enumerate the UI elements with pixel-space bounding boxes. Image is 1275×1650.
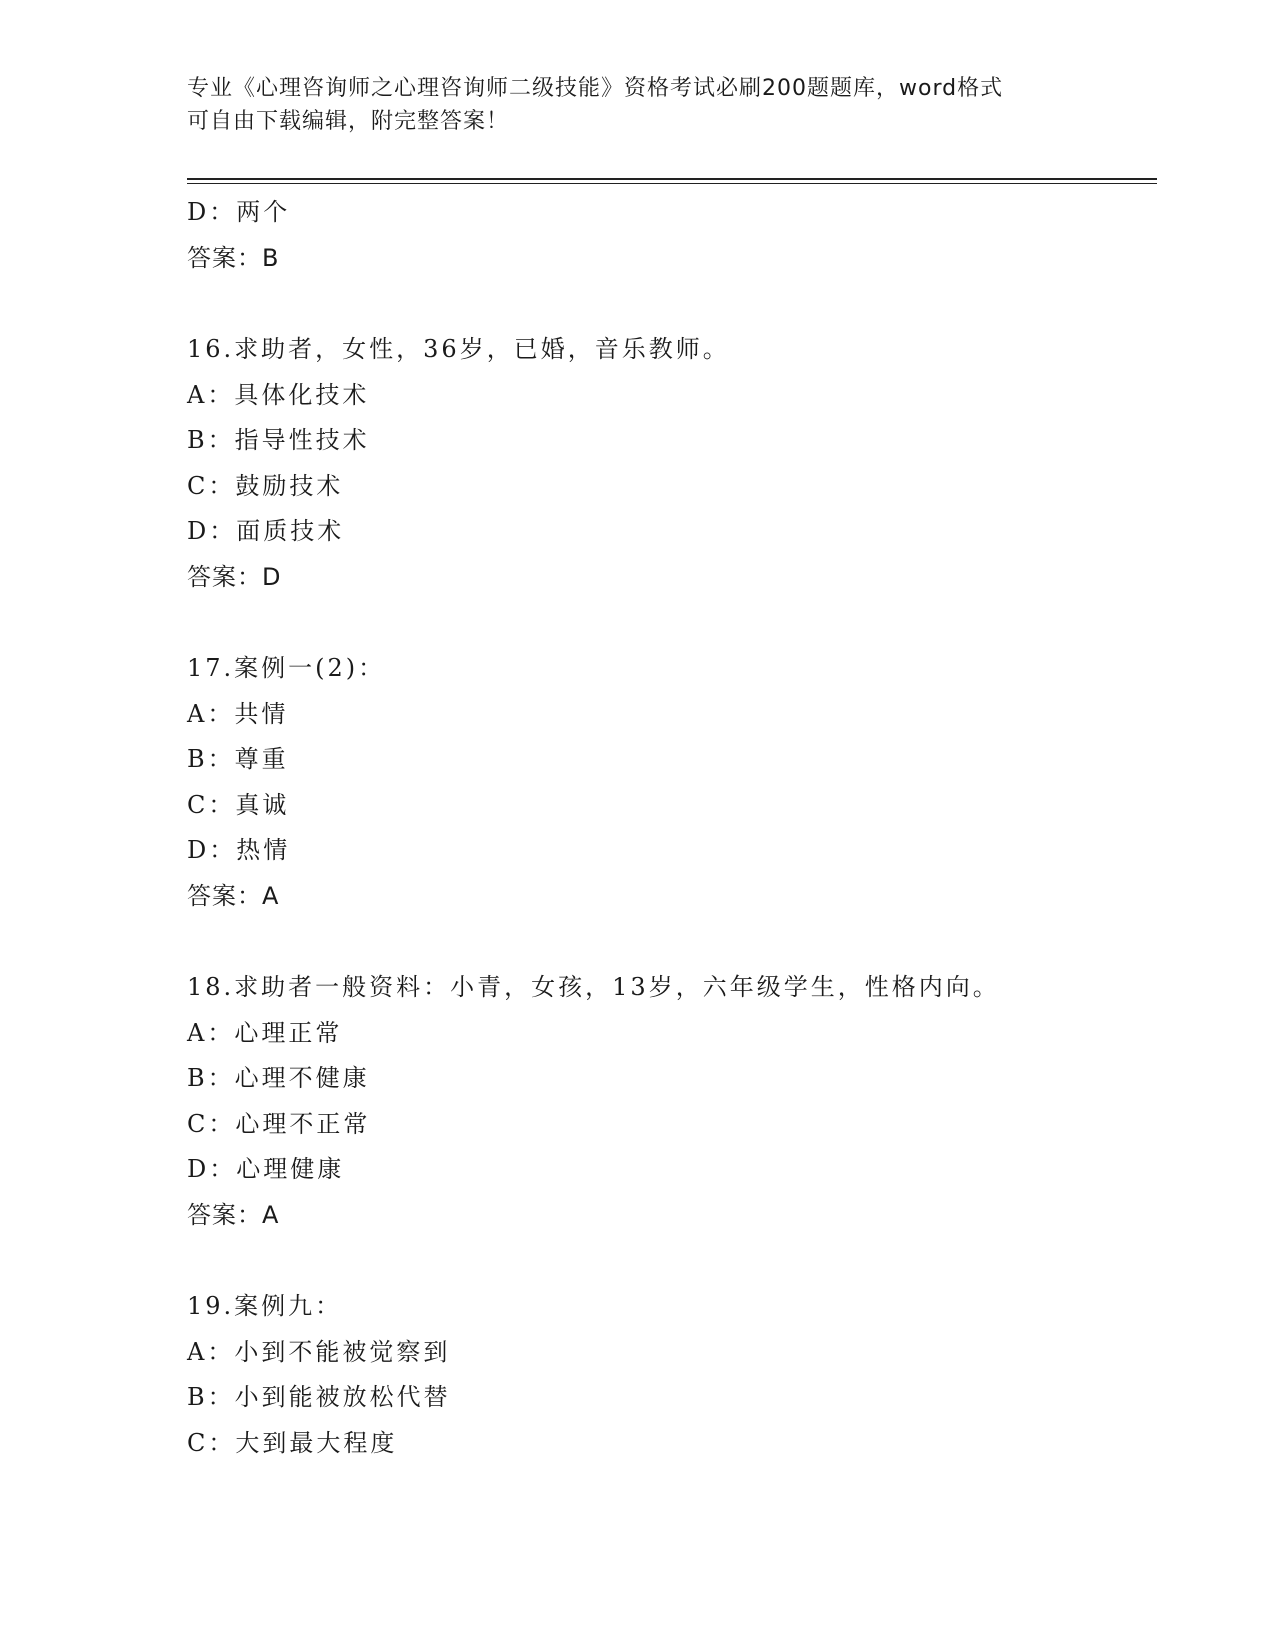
option-a: A：心理正常 [187, 1018, 343, 1047]
option-a: A：具体化技术 [187, 380, 370, 409]
question-stem: 19.案例九： [187, 1292, 343, 1320]
option-b: B：指导性技术 [187, 426, 370, 454]
header-divider-thin [187, 183, 1157, 184]
header-title-line-1: 专业《心理咨询师之心理咨询师二级技能》资格考试必刷200题题库，word格式 [187, 76, 1004, 101]
spacer [187, 281, 1147, 327]
option-d: D：心理健康 [187, 1155, 345, 1183]
question-18 [187, 965, 1147, 1238]
option-c: C：真诚 [187, 790, 290, 819]
option-d: D：热情 [187, 836, 291, 864]
option-a: A：共情 [187, 699, 289, 728]
question-list [187, 190, 1147, 1466]
option-c: C：鼓励技术 [187, 471, 344, 500]
spacer [187, 919, 1147, 965]
previous-question-tail [187, 190, 1147, 281]
answer-line: 答案：A [187, 881, 280, 910]
document-header [187, 72, 1087, 138]
spacer [187, 600, 1147, 646]
spacer [187, 1238, 1147, 1284]
answer-line: 答案：D [187, 562, 282, 591]
question-16 [187, 327, 1147, 600]
option-c: C：心理不正常 [187, 1109, 371, 1138]
question-17 [187, 646, 1147, 919]
option-d: D：面质技术 [187, 517, 345, 545]
option-b: B：心理不健康 [187, 1064, 370, 1092]
header-title-line-2: 可自由下载编辑，附完整答案！ [187, 109, 510, 134]
question-stem: 16.求助者，女性，36岁，已婚，音乐教师。 [187, 335, 730, 363]
question-19 [187, 1284, 1147, 1466]
option-c: C：大到最大程度 [187, 1428, 398, 1457]
question-stem: 18.求助者一般资料：小青，女孩，13岁，六年级学生，性格内向。 [187, 973, 1000, 1001]
header-divider-thick [187, 178, 1157, 180]
option-a: A：小到不能被觉察到 [187, 1337, 451, 1366]
answer-line: 答案：A [187, 1200, 280, 1229]
option-d: D：两个 [187, 198, 291, 226]
option-b: B：小到能被放松代替 [187, 1383, 451, 1411]
question-stem: 17.案例一(2)： [187, 654, 386, 682]
answer-line: 答案：B [187, 243, 280, 272]
option-b: B：尊重 [187, 745, 289, 773]
